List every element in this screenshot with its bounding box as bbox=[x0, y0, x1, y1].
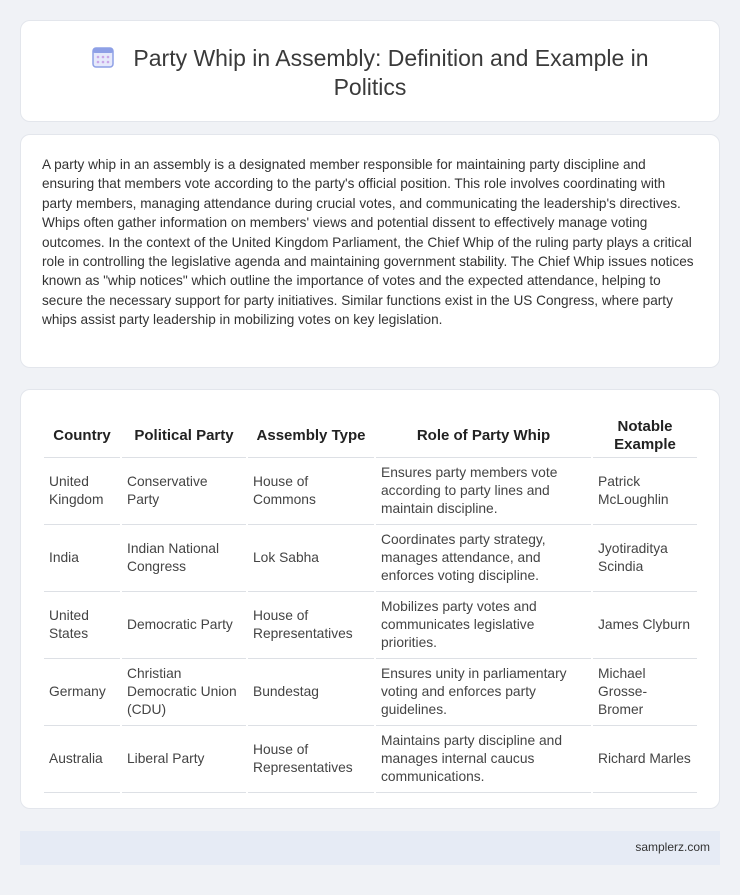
description-card bbox=[20, 134, 720, 368]
calendar-icon bbox=[91, 45, 115, 69]
cell-country: United Kingdom bbox=[44, 458, 120, 525]
cell-party: Liberal Party bbox=[122, 726, 246, 793]
cell-party: Conservative Party bbox=[122, 458, 246, 525]
cell-country: United States bbox=[44, 592, 120, 659]
table-row bbox=[44, 592, 697, 659]
table-row bbox=[44, 525, 697, 592]
header-political-party: Political Party bbox=[122, 414, 246, 458]
header-assembly-type: Assembly Type bbox=[248, 414, 374, 458]
cell-party: Christian Democratic Union (CDU) bbox=[122, 659, 246, 726]
cell-party: Indian National Congress bbox=[122, 525, 246, 592]
cell-country: Australia bbox=[44, 726, 120, 793]
cell-assembly: House of Representatives bbox=[248, 592, 374, 659]
cell-assembly: House of Commons bbox=[248, 458, 374, 525]
table-row bbox=[44, 458, 697, 525]
header-notable-example: Notable Example bbox=[593, 414, 697, 458]
cell-role: Mobilizes party votes and communicates legislative priorities. bbox=[376, 592, 591, 659]
cell-role: Maintains party discipline and manages internal caucus communications. bbox=[376, 726, 591, 793]
cell-party: Democratic Party bbox=[122, 592, 246, 659]
cell-role: Ensures party members vote according to party lines and maintain discipline. bbox=[376, 458, 591, 525]
page-title-wrap bbox=[21, 44, 719, 102]
party-whip-table bbox=[42, 414, 699, 793]
cell-example: Patrick McLoughlin bbox=[593, 458, 697, 525]
cell-example: Richard Marles bbox=[593, 726, 697, 793]
cell-role: Ensures unity in parliamentary voting and enforces party guidelines. bbox=[376, 659, 591, 726]
table-row bbox=[44, 659, 697, 726]
cell-example: Jyotiraditya Scindia bbox=[593, 525, 697, 592]
footer bbox=[20, 831, 720, 865]
cell-assembly: House of Representatives bbox=[248, 726, 374, 793]
header-role: Role of Party Whip bbox=[376, 414, 591, 458]
footer-site-link[interactable]: samplerz.com bbox=[635, 840, 710, 854]
cell-example: James Clyburn bbox=[593, 592, 697, 659]
title-card bbox=[20, 20, 720, 122]
cell-role: Coordinates party strategy, manages attendance, and enforces voting discipline. bbox=[376, 525, 591, 592]
description-text: A party whip in an assembly is a designated member responsible for maintaining party discipline and ensuring that members vote according to the party's official position. This role involves coordinating with party members, managing attendance during crucial votes, and communicating the leadership's directives. Whips often gather information on members' views and potential dissent to effectively manage voting outcomes. In the context of the United Kingdom Parliament, the Chief Whip of the ruling party plays a critical role in controlling the legislative agenda and maintaining government stability. The Chief Whip issues notices known as "whip notices" which outline the importance of votes and the expected attendance, helping to secure the necessary support for party initiatives. Similar functions exist in the US Congress, where party whips assist party leadership in mobilizing votes on key legislation. bbox=[42, 157, 694, 328]
cell-country: Germany bbox=[44, 659, 120, 726]
cell-example: Michael Grosse-Bromer bbox=[593, 659, 697, 726]
page-title: Party Whip in Assembly: Definition and Example in Politics bbox=[133, 45, 649, 100]
table-row bbox=[44, 726, 697, 793]
cell-assembly: Bundestag bbox=[248, 659, 374, 726]
header-country: Country bbox=[44, 414, 120, 458]
table-card bbox=[20, 389, 720, 809]
table-header-row bbox=[44, 414, 697, 458]
cell-country: India bbox=[44, 525, 120, 592]
cell-assembly: Lok Sabha bbox=[248, 525, 374, 592]
